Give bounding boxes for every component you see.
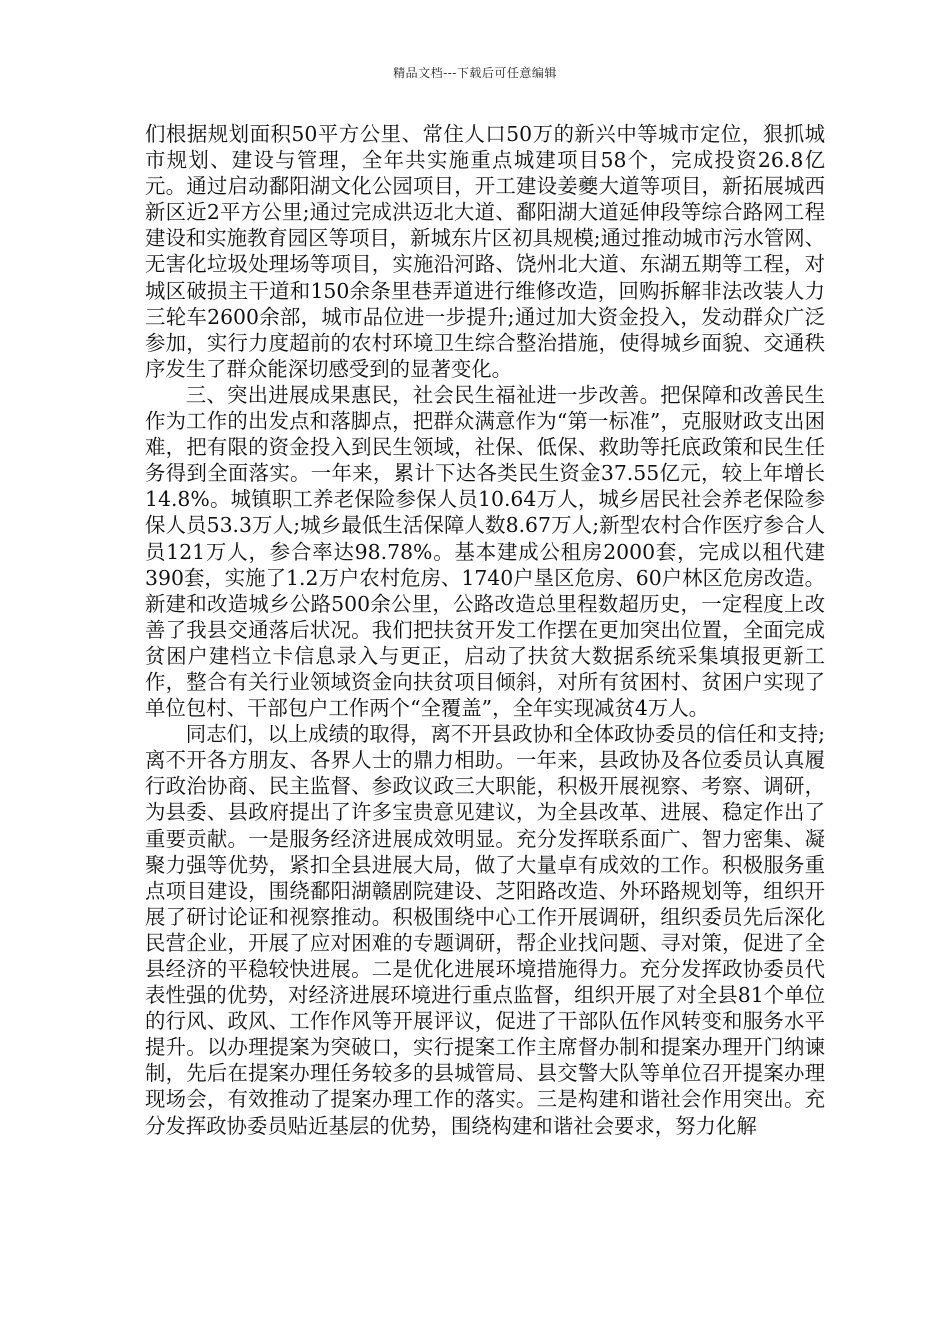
paragraph-3: 同志们，以上成绩的取得，离不开县政协和全体政协委员的信任和支持;离不开各方朋友、各界人士的鼎力相助。一年来，县政协及各位委员认真履行政治协商、民主监督、参政议政三大职能，积极开展视察、考察、调研，为县委、县政府提出了许多宝贵意见建议，为全县改革、进展、稳定作出了重要贡献。一是服务经济进展成效明显。充分发挥联系面广、智力密集、凝聚力强等优势，紧扣全县进展大局，做了大量卓有成效的工作。积极服务重点项目建设，围绕鄱阳湖赣剧院建设、芝阳路改造、外环路规划等，组织开展了研讨论证和视察推动。积极围绕中心工作开展调研，组织委员先后深化民营企业，开展了应对困难的专题调研，帮企业找问题、寻对策，促进了全县经济的平稳较快进展。二是优化进展环境措施得力。充分发挥政协委员代表性强的优势，对经济进展环境进行重点监督，组织开展了对全县81个单位的行风、政风、工作作风等开展评议，促进了干部队伍作风转变和服务水平提升。以办理提案为突破口，实行提案工作主席督办制和提案办理开门纳谏制，先后在提案办理任务较多的县城管局、县交警大队等单位召开提案办理现场会，有效推动了提案办理工作的落实。三是构建和谐社会作用突出。充分发挥政协委员贴近基层的优势，围绕构建和谐社会要求，努力化解	[145, 722, 825, 1138]
document-body	[145, 121, 825, 1139]
page-header: 精品文档---下载后可任意编辑	[393, 66, 557, 80]
paragraph-2: 三、突出进展成果惠民，社会民生福祉进一步改善。把保障和改善民生作为工作的出发点和落脚点，把群众满意作为“第一标准”，克服财政支出困难，把有限的资金投入到民生领域，社保、低保、救助等托底政策和民生任务得到全面落实。一年来，累计下达各类民生资金37.55亿元，较上年增长14.8%。城镇职工养老保险参保人员10.64万人，城乡居民社会养老保险参保人员53.3万人;城乡最低生活保障人数8.67万人;新型农村合作医疗参合人员121万人，参合率达98.78%。基本建成公租房2000套，完成以租代建390套，实施了1.2万户农村危房、1740户垦区危房、60户林区危房改造。新建和改造城乡公路500余公里，公路改造总里程数超历史，一定程度上改善了我县交通落后状况。我们把扶贫开发工作摆在更加突出位置，全面完成贫困户建档立卡信息录入与更正，启动了扶贫大数据系统采集填报更新工作，整合有关行业领域资金向扶贫项目倾斜，对所有贫困村、贫困户实现了单位包村、干部包户工作两个“全覆盖”，全年实现减贫4万人。	[145, 382, 825, 721]
paragraph-1: 们根据规划面积50平方公里、常住人口50万的新兴中等城市定位，狠抓城市规划、建设与管理，全年共实施重点城建项目58个，完成投资26.8亿元。通过启动鄱阳湖文化公园项目，开工建设姜夔大道等项目，新拓展城西新区近2平方公里;通过完成洪迈北大道、鄱阳湖大道延伸段等综合路网工程建设和实施教育园区等项目，新城东片区初具规模;通过推动城市污水管网、无害化垃圾处理场等项目，实施沿河路、饶州北大道、东湖五期等工程，对城区破损主干道和150余条里巷弄道进行维修改造，回购拆解非法改装人力三轮车2600余部，城市品位进一步提升;通过加大资金投入，发动群众广泛参加，实行力度超前的农村环境卫生综合整治措施，使得城乡面貌、交通秩序发生了群众能深切感受到的显著变化。	[145, 122, 825, 381]
